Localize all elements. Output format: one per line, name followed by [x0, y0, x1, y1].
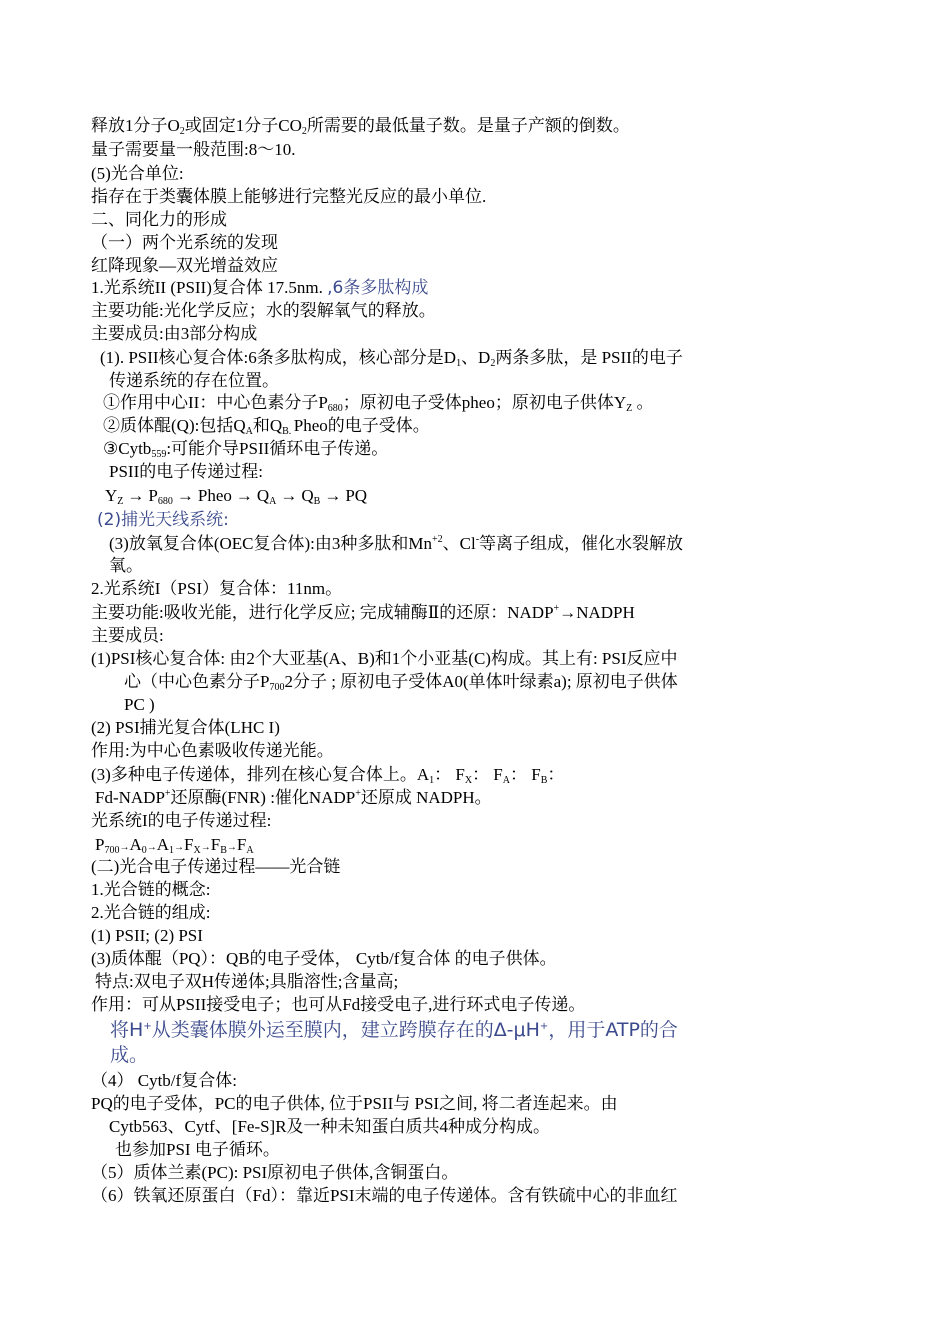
text-line: 2.光系统I（PSI）复合体：11nm。 [91, 579, 343, 598]
text-line: 作用:为中心色素吸收传递光能。 [91, 741, 334, 760]
text-line: 1.光合链的概念: [91, 880, 211, 899]
text-line: 红降现象—双光增益效应 [91, 256, 278, 275]
text-line: 释放1分子$O_2$或固定1分子$CO_2$所需要的最低量子数。是量子产额的倒数。 [91, 116, 630, 137]
subsection-heading: （一）两个光系统的发现 [91, 233, 278, 252]
text-line-highlight: 将H+从类囊体膜外运至膜内，建立跨膜存在的Δ-μH+，用于ATP的合 [110, 1019, 678, 1041]
text-line: （6）铁氧还原蛋白（Fd）：靠近PSI末端的电子传递体。含有铁硫中心的非血红 [91, 1186, 678, 1205]
section-heading: 二、同化力的形成 [91, 210, 227, 229]
subsection-heading: （4） Cytb/f复合体: [91, 1071, 237, 1090]
text-line: 传递系统的存在位置。 [109, 371, 279, 390]
text-line: (5)光合单位: [91, 164, 184, 183]
text-line: 2.光合链的组成: [91, 903, 211, 922]
electron-transport-chain-psi: $P_{700}\to A_0\to A_1\to F_X\to F_B\to F_A$ [95, 835, 254, 856]
text-line: 主要成员: [91, 626, 164, 645]
text-line: (1) PSII; (2) PSI [91, 926, 203, 945]
text-line-highlight: 成。 [110, 1044, 149, 1066]
text-line: (2) PSI捕光复合体(LHC I) [91, 718, 280, 737]
text-line: (1)PSI核心复合体: 由2个大亚基(A、B)和1个小亚基(C)构成。其上有: PSI反应中 [91, 649, 678, 668]
text-line: 作用：可从PSII接受电子；也可从Fd接受电子,进行环式电子传递。 [91, 995, 586, 1014]
text-line: 指存在于类囊体膜上能够进行完整光反应的最小单位. [91, 187, 487, 206]
text-line: 主要功能:光化学反应；水的裂解氧气的释放。 [91, 301, 436, 320]
text-line: (1). PSII核心复合体:6条多肽构成，核心部分是$D_1$、$D_2$两条多肽，是 PSII的电子 [100, 348, 683, 369]
text-line: Fd-NADP+还原酶(FNR) :催化NADP+还原成 NADPH。 [95, 788, 492, 807]
subsection-heading: (二)光合电子传递过程——光合链 [91, 857, 341, 876]
text-line: 主要功能:吸收光能，进行化学反应; 完成辅酶Ⅱ的还原：NADP+→NADPH [91, 603, 635, 622]
text-line: (3)放氧复合体(OEC复合体):由3种多肽和$Mn^{+2}$、Cl-等离子组成，催化水裂解放 [109, 534, 684, 553]
text-line: ②质体醌(Q):包括$Q_A$和$Q_{B.}$ Pheo的电子受体。 [103, 416, 430, 437]
text-line: 量子需要量一般范围:8～10. [91, 140, 296, 159]
text-line: 主要成员:由3部分构成 [91, 324, 258, 343]
text-line: 也参加PSI 电子循环。 [115, 1140, 280, 1159]
text-line: 1.光系统II (PSII)复合体 17.5nm. ,6条多肽构成 [91, 278, 429, 298]
text-line: ③Cytb$_{559}$:可能介导PSII循环电子传递。 [103, 439, 389, 460]
text-line: PSII的电子传递过程: [109, 462, 263, 481]
text-line: 心（中心色素分子$P_{700}2$分子 ; 原初电子受体A0(单体叶绿素a); 原初电子供体 [124, 672, 678, 693]
text-line: (3)质体醌（PQ）：QB的电子受体， Cytb/f复合体 的电子供体。 [91, 949, 557, 968]
text-line: 特点:双电子双H传递体;具脂溶性;含量高; [95, 972, 399, 991]
electron-transport-chain-psii: $Y_Z \to P_{680}$ → Pheo → $Q_A \to Q_B$ → PQ [105, 486, 368, 507]
text-line: 氧。 [109, 556, 143, 575]
text-line: 光系统I的电子传递过程: [91, 811, 272, 830]
text-line: ①作用中心II：中心色素分子$P_{680}$；原初电子受体pheo；原初电子供体$Y_Z$ 。 [103, 393, 654, 414]
text-line: (3)多种电子传递体，排列在核心复合体上。$A_1$： $F_X$： $F_A$： $F_B$： [91, 765, 565, 786]
text-line-highlight: (2)捕光天线系统: [97, 510, 229, 530]
text-line: Cytb563、Cytf、[Fe-S]R及一种未知蛋白质共4种成分构成。 [109, 1117, 551, 1136]
text-line: PC ) [124, 695, 155, 714]
text-line: （5）质体兰素(PC): PSI原初电子供体,含铜蛋白。 [91, 1163, 459, 1182]
text-line: PQ的电子受体，PC的电子供体, 位于PSII与 PSI之间, 将二者连起来。由 [91, 1094, 618, 1113]
